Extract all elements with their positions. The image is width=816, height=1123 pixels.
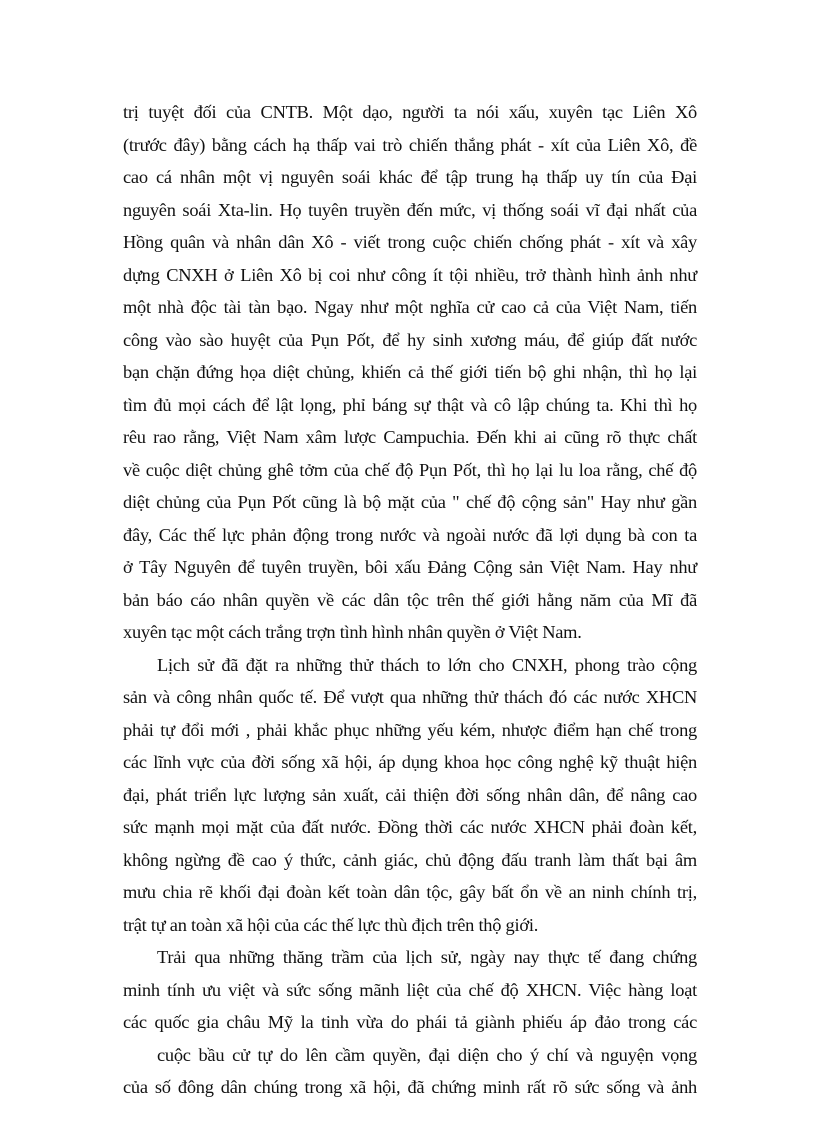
text-line: nguyên soái Xta-lin. Họ tuyên truyền đến mức, vị thống soái vĩ đại nhất của — [123, 199, 697, 220]
text-line: Hồng quân và nhân dân Xô - viết trong cuộc chiến chống phát - xít và xây — [123, 232, 697, 252]
text-line: công vào sào huyệt của Pụn Pốt, để hy sinh xương máu, để giúp đất nước — [123, 329, 697, 350]
text-line: xuyên tạc một cách trắng trợn tình hình nhân quyền ở Việt Nam. — [123, 622, 582, 642]
text-line: ở Tây Nguyên để tuyên truyền, bôi xấu Đảng Cộng sản Việt Nam. Hay như — [123, 557, 697, 577]
text-line: bản báo cáo nhân quyền về các dân tộc trên thế giới hằng năm của Mĩ đã — [123, 589, 697, 610]
text-line: trị tuyệt đối của CNTB. Một dạo, người ta nói xấu, xuyên tạc Liên Xô — [123, 102, 697, 122]
text-line: của số đông dân chúng trong xã hội, đã chứng minh rất rõ sức sống và ảnh — [123, 1077, 697, 1097]
body-text — [123, 96, 697, 1104]
text-line: đại, phát triển lực lượng sản xuất, cải thiện đời sống nhân dân, để nâng cao — [123, 784, 697, 805]
text-line: rêu rao rằng, Việt Nam xâm lược Campuchia. Đến khi ai cũng rõ thực chất — [123, 427, 697, 447]
text-line: mưu chia rẽ khối đại đoàn kết toàn dân tộc, gây bất ổn về an ninh chính trị, — [123, 882, 697, 902]
text-line: về cuộc diệt chủng ghê tởm của chế độ Pụn Pốt, thì họ lại lu loa rằng, chế độ — [123, 459, 697, 480]
text-line: các quốc gia châu Mỹ la tinh vừa do phái tả giành phiếu áp đảo trong các — [123, 1012, 697, 1032]
text-line: minh tính ưu việt và sức sống mãnh liệt của chế độ XHCN. Việc hàng loạt — [123, 979, 697, 1000]
text-line: không ngừng đề cao ý thức, cảnh giác, chủ động đấu tranh làm thất bại âm — [123, 849, 697, 870]
text-line: Lịch sử đã đặt ra những thử thách to lớn cho CNXH, phong trào cộng — [157, 654, 697, 675]
text-line: (trước đây) bằng cách hạ thấp vai trò chiến thắng phát - xít của Liên Xô, đề — [123, 134, 697, 155]
text-line: một nhà độc tài tàn bạo. Ngay như một nghĩa cử cao cả của Việt Nam, tiến — [123, 297, 697, 317]
text-line: tìm đủ mọi cách để lật lọng, phỉ báng sự thật và cô lập chúng ta. Khi thì họ — [123, 394, 697, 415]
text-line: Trải qua những thăng trầm của lịch sử, ngày nay thực tế đang chứng — [157, 947, 697, 967]
text-line: các lĩnh vực của đời sống xã hội, áp dụng khoa học công nghệ kỹ thuật hiện — [123, 752, 697, 772]
text-line: cuộc bầu cử tự do lên cầm quyền, đại diện cho ý chí và nguyện vọng — [157, 1044, 697, 1065]
text-line: bạn chặn đứng họa diệt chủng, khiến cả thế giới tiến bộ ghi nhận, thì họ lại — [123, 362, 697, 382]
text-line: diệt chủng của Pụn Pốt cũng là bộ mặt của " chế độ cộng sản" Hay như gần — [123, 492, 697, 512]
text-line: dựng CNXH ở Liên Xô bị coi như công ít tội nhiều, trở thành hình ảnh như — [123, 264, 697, 285]
text-line: cao cá nhân một vị nguyên soái khác để tập trung hạ thấp uy tín của Đại — [123, 167, 697, 187]
text-line: trật tự an toàn xã hội của các thế lực thù địch trên thộ giới. — [123, 914, 539, 935]
text-line: sức mạnh mọi mặt của đất nước. Đồng thời các nước XHCN phải đoàn kết, — [123, 817, 697, 837]
text-line: phải tự đổi mới , phải khắc phục những yếu kém, nhược điểm hạn chế trong — [123, 719, 697, 740]
text-line: sản và công nhân quốc tế. Để vượt qua những thử thách đó các nước XHCN — [123, 687, 697, 707]
text-line: đây, Các thế lực phản động trong nước và ngoài nước đã lợi dụng bà con ta — [123, 524, 697, 545]
